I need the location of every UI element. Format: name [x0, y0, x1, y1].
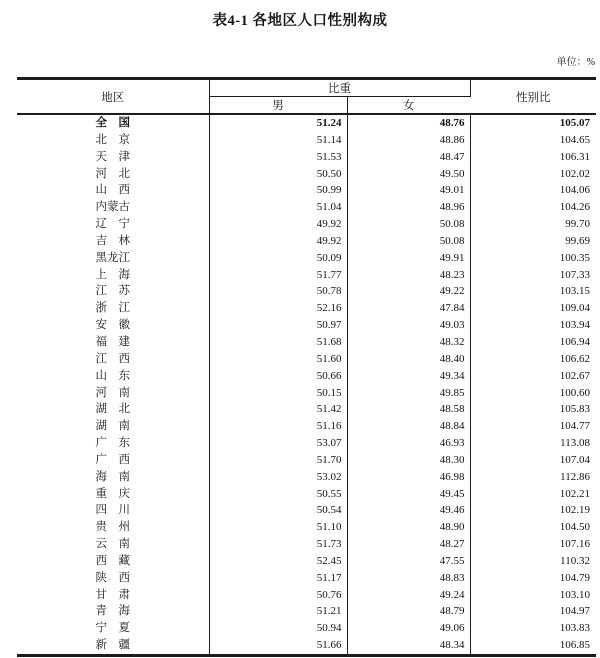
cell-male: 51.77: [209, 267, 347, 284]
cell-ratio: 107.33: [559, 268, 590, 281]
cell-female: 49.45: [347, 486, 470, 503]
cell-female: 48.83: [347, 570, 470, 587]
cell-male: 50.78: [209, 283, 347, 300]
cell-male: 51.60: [209, 351, 347, 368]
cell-male: 51.14: [209, 132, 347, 149]
table-row: [17, 267, 596, 284]
table-row: [17, 603, 596, 620]
cell-ratio: 99.70: [565, 218, 590, 231]
cell-male: 50.15: [209, 385, 347, 402]
cell-region: 湖 南: [17, 418, 209, 435]
table-row: [17, 637, 596, 655]
table-row: [17, 317, 596, 334]
header-region: 地区: [17, 79, 209, 115]
cell-region: 浙 江: [17, 300, 209, 317]
cell-region: 江 苏: [17, 283, 209, 300]
cell-region: 西 藏: [17, 553, 209, 570]
cell-male: 51.42: [209, 401, 347, 418]
cell-female: 48.40: [347, 351, 470, 368]
cell-region: 全 国: [17, 114, 209, 132]
cell-female: 48.47: [347, 149, 470, 166]
cell-male: 50.55: [209, 486, 347, 503]
cell-ratio: 102.21: [559, 487, 590, 500]
cell-male: 51.17: [209, 570, 347, 587]
cell-female: 48.30: [347, 452, 470, 469]
cell-female: 48.58: [347, 401, 470, 418]
table-row: [17, 418, 596, 435]
cell-female: 49.34: [347, 368, 470, 385]
cell-region: 天 津: [17, 149, 209, 166]
cell-female: 46.93: [347, 435, 470, 452]
cell-male: 51.66: [209, 637, 347, 655]
cell-female: 49.50: [347, 166, 470, 183]
table-row: [17, 519, 596, 536]
cell-ratio: 102.19: [559, 504, 590, 517]
table-row: [17, 385, 596, 402]
table-row: [17, 620, 596, 637]
cell-ratio: 104.50: [559, 521, 590, 534]
cell-region: 山 东: [17, 368, 209, 385]
page-title: 表4-1 各地区人口性别构成: [212, 13, 388, 29]
cell-region: 重 庆: [17, 486, 209, 503]
cell-female: 49.85: [347, 385, 470, 402]
cell-male: 51.53: [209, 149, 347, 166]
cell-region: 北 京: [17, 132, 209, 149]
cell-ratio: 103.94: [559, 319, 590, 332]
header-proportion: 比重: [209, 79, 470, 97]
cell-region: 湖 北: [17, 401, 209, 418]
cell-ratio: 104.65: [559, 133, 590, 146]
cell-ratio: 102.67: [559, 369, 590, 382]
cell-male: 50.09: [209, 250, 347, 267]
cell-ratio: 103.15: [559, 285, 590, 298]
cell-male: 52.16: [209, 300, 347, 317]
cell-ratio: 104.97: [559, 605, 590, 618]
cell-ratio: 103.10: [559, 588, 590, 601]
cell-region: 河 北: [17, 166, 209, 183]
cell-region: 云 南: [17, 536, 209, 553]
cell-region: 广 东: [17, 435, 209, 452]
table-row: [17, 553, 596, 570]
cell-ratio: 109.04: [559, 302, 590, 315]
table-row: [17, 502, 596, 519]
cell-female: 50.08: [347, 233, 470, 250]
cell-male: 49.92: [209, 216, 347, 233]
table-row: [17, 334, 596, 351]
table-header: [17, 79, 596, 115]
cell-male: 51.16: [209, 418, 347, 435]
cell-female: 49.06: [347, 620, 470, 637]
cell-male: 53.07: [209, 435, 347, 452]
table-row: [17, 435, 596, 452]
cell-male: 50.94: [209, 620, 347, 637]
cell-female: 49.01: [347, 182, 470, 199]
table-row: [17, 570, 596, 587]
header-female: 女: [403, 100, 415, 112]
header-sex-ratio: 性别比: [516, 91, 551, 104]
cell-male: 53.02: [209, 469, 347, 486]
cell-region: 海 南: [17, 469, 209, 486]
cell-region: 四 川: [17, 502, 209, 519]
cell-male: 51.70: [209, 452, 347, 469]
cell-ratio: 105.07: [559, 117, 590, 129]
cell-ratio: 99.69: [565, 234, 590, 247]
cell-female: 47.55: [347, 553, 470, 570]
cell-region: 广 西: [17, 452, 209, 469]
cell-ratio: 106.94: [559, 335, 590, 348]
table-row: [17, 283, 596, 300]
cell-female: 48.86: [347, 132, 470, 149]
cell-female: 48.90: [347, 519, 470, 536]
cell-region: 江 西: [17, 351, 209, 368]
table-row: [17, 486, 596, 503]
cell-ratio: 104.79: [559, 571, 590, 584]
cell-female: 48.27: [347, 536, 470, 553]
cell-female: 50.08: [347, 216, 470, 233]
cell-region: 陕 西: [17, 570, 209, 587]
sex-composition-table: [17, 77, 596, 657]
cell-ratio: 110.32: [560, 554, 590, 567]
cell-male: 51.68: [209, 334, 347, 351]
cell-ratio: 113.08: [560, 437, 590, 450]
table-row: [17, 469, 596, 486]
cell-region: 上 海: [17, 267, 209, 284]
cell-male: 50.97: [209, 317, 347, 334]
cell-ratio: 107.16: [559, 538, 590, 551]
cell-male: 49.92: [209, 233, 347, 250]
cell-female: 48.79: [347, 603, 470, 620]
cell-ratio: 106.85: [559, 639, 590, 652]
cell-ratio: 104.06: [559, 184, 590, 197]
table-row: [17, 351, 596, 368]
cell-male: 50.76: [209, 587, 347, 604]
cell-female: 48.34: [347, 637, 470, 655]
cell-female: 48.32: [347, 334, 470, 351]
cell-region: 福 建: [17, 334, 209, 351]
cell-ratio: 106.62: [559, 352, 590, 365]
cell-female: 46.98: [347, 469, 470, 486]
cell-female: 49.46: [347, 502, 470, 519]
cell-ratio: 104.26: [559, 201, 590, 214]
cell-male: 50.66: [209, 368, 347, 385]
table-row: [17, 114, 596, 132]
table-row: [17, 233, 596, 250]
table-row: [17, 401, 596, 418]
cell-region: 河 南: [17, 385, 209, 402]
cell-female: 49.22: [347, 283, 470, 300]
table-row: [17, 452, 596, 469]
cell-female: 48.84: [347, 418, 470, 435]
table-row: [17, 182, 596, 199]
unit-note: 单位：%: [556, 57, 595, 68]
table-row: [17, 536, 596, 553]
cell-female: 49.24: [347, 587, 470, 604]
cell-region: 贵 州: [17, 519, 209, 536]
table-row: [17, 199, 596, 216]
cell-female: 48.96: [347, 199, 470, 216]
cell-region: 青 海: [17, 603, 209, 620]
cell-male: 52.45: [209, 553, 347, 570]
cell-region: 辽 宁: [17, 216, 209, 233]
cell-region: 新 疆: [17, 637, 209, 655]
cell-female: 49.03: [347, 317, 470, 334]
cell-male: 50.99: [209, 182, 347, 199]
table-row: [17, 166, 596, 183]
cell-region: 黑龙江: [17, 250, 209, 267]
table-row: [17, 587, 596, 604]
table-row: [17, 132, 596, 149]
cell-ratio: 107.04: [559, 453, 590, 466]
cell-ratio: 103.83: [559, 622, 590, 635]
cell-region: 吉 林: [17, 233, 209, 250]
cell-ratio: 106.31: [559, 150, 590, 163]
cell-male: 51.24: [209, 114, 347, 132]
table-row: [17, 216, 596, 233]
cell-region: 安 徽: [17, 317, 209, 334]
cell-male: 50.54: [209, 502, 347, 519]
table-row: [17, 368, 596, 385]
cell-male: 51.04: [209, 199, 347, 216]
cell-male: 51.21: [209, 603, 347, 620]
cell-ratio: 100.35: [559, 251, 590, 264]
cell-ratio: 104.77: [559, 420, 590, 433]
cell-male: 50.50: [209, 166, 347, 183]
cell-female: 48.23: [347, 267, 470, 284]
table-row: [17, 250, 596, 267]
cell-female: 48.76: [347, 114, 470, 132]
cell-ratio: 100.60: [559, 386, 590, 399]
table-row: [17, 300, 596, 317]
cell-region: 宁 夏: [17, 620, 209, 637]
cell-ratio: 105.83: [559, 403, 590, 416]
cell-male: 51.73: [209, 536, 347, 553]
cell-female: 47.84: [347, 300, 470, 317]
cell-region: 山 西: [17, 182, 209, 199]
cell-region: 内蒙古: [17, 199, 209, 216]
cell-male: 51.10: [209, 519, 347, 536]
header-male: 男: [209, 97, 347, 115]
table-body: [17, 114, 596, 656]
cell-ratio: 112.86: [560, 470, 590, 483]
cell-region: 甘 肃: [17, 587, 209, 604]
cell-female: 49.91: [347, 250, 470, 267]
cell-ratio: 102.02: [559, 167, 590, 180]
table-row: [17, 149, 596, 166]
